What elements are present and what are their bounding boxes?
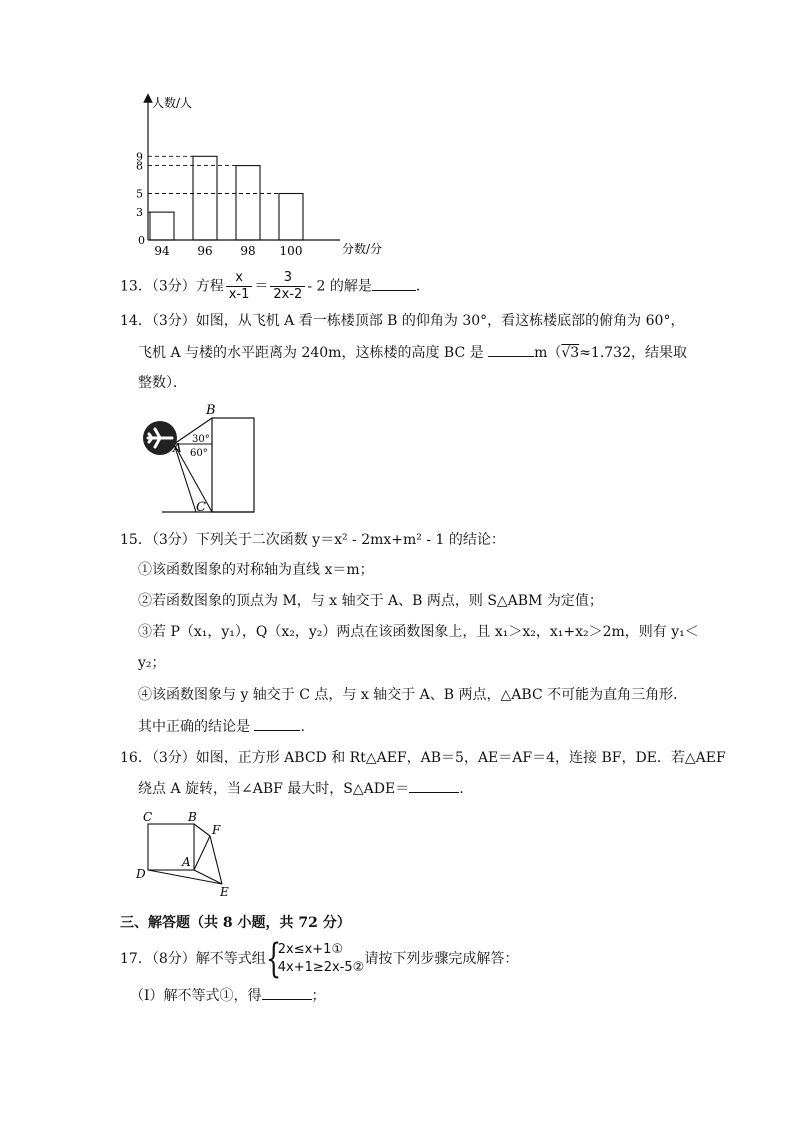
score-histogram xyxy=(130,90,400,265)
y-tick-5: 5 xyxy=(136,187,143,201)
question-13: 13．（3分）方程 $\frac{x}{x-1}$ ＝ $\frac{3}{2x-2}$ - 2 的解是 . xyxy=(120,270,421,302)
q14-answer-blank[interactable] xyxy=(488,342,534,357)
bar-96 xyxy=(193,156,217,240)
question-14-line-3: 整数）． xyxy=(138,375,187,391)
label-F: F xyxy=(212,823,221,837)
bar-100 xyxy=(279,194,303,241)
y-axis-label: 人数/人 xyxy=(152,96,193,110)
question-16-line-2: 绕点 A 旋转，当∠ABF 最大时，S△ADE＝ . xyxy=(138,778,464,799)
line-AF xyxy=(194,836,210,870)
q13-prefix: 13．（3分）方程 xyxy=(120,278,224,295)
q15-item-4: ④该函数图象与 y 轴交于 C 点，与 x 轴交于 A、B 两点，△ABC 不可能为直角三角形． xyxy=(138,687,688,703)
question-15-line-1: 15．（3分）下列关于二次函数 y＝x² - 2mx+m² - 1 的结论： xyxy=(120,532,505,548)
label-C: C xyxy=(196,500,206,515)
q15-answer-blank[interactable] xyxy=(254,716,300,731)
q17-step1-blank[interactable] xyxy=(262,985,312,1000)
label-A: A xyxy=(182,855,191,869)
line-BF xyxy=(194,824,210,836)
q15-conclusion: 其中正确的结论是 . xyxy=(138,716,305,737)
airplane-icon xyxy=(143,421,177,455)
x-tick-94: 94 xyxy=(154,244,170,258)
section-3-title: 三、解答题（共 8 小题，共 72 分） xyxy=(120,915,351,931)
label-B: B xyxy=(206,403,216,418)
q15-item-3: ③若 P（x₁，y₁），Q（x₂，y₂）两点在该函数图象上，且 x₁＞x₂，x₁+x₂＞2m，则有 y₁＜ xyxy=(138,624,699,640)
inequality-system: { 2x≤x+1① 4x+1≥2x-5② xyxy=(265,936,365,982)
y-tick-8: 8 xyxy=(136,159,143,173)
q15-item-3-cont: y₂； xyxy=(138,655,166,671)
q15-item-1: ①该函数图象的对称轴为直线 x＝m； xyxy=(138,562,374,578)
y-tick-9: 9 xyxy=(136,150,143,164)
building xyxy=(212,418,254,512)
question-17: 17．（8分）解不等式组 { 2x≤x+1① 4x+1≥2x-5② 请按下列步骤完成解答： xyxy=(120,936,519,982)
label-A: A xyxy=(173,441,182,455)
q16-figure xyxy=(134,808,244,900)
line-DE xyxy=(148,870,222,884)
bar-98 xyxy=(236,166,260,240)
q16-answer-blank[interactable] xyxy=(409,778,459,793)
angle-60: 60° xyxy=(190,448,208,459)
label-E: E xyxy=(220,885,229,899)
question-16-line-1: 16．（3分）如图，正方形 ABCD 和 Rt△AEF，AB＝5，AE＝AF＝4，连接 BF，DE．若△AEF xyxy=(120,750,726,766)
q13-equals: ＝ xyxy=(254,278,269,295)
x-tick-96: 96 xyxy=(197,244,213,258)
chart-marks xyxy=(136,150,303,258)
q13-suffix: - 2 的解是 xyxy=(307,278,372,295)
sqrt-3: √3 xyxy=(561,345,580,361)
bar-94 xyxy=(150,212,174,240)
q13-answer-blank[interactable] xyxy=(372,276,416,291)
label-D: D xyxy=(136,867,146,881)
q15-item-2: ②若函数图象的顶点为 M，与 x 轴交于 A、B 两点，则 S△ABM 为定值； xyxy=(138,593,603,609)
q13-fraction-2: $\frac{3}{2x-2}$ xyxy=(270,270,305,303)
q14-figure xyxy=(140,402,270,517)
label-B: B xyxy=(188,810,197,824)
x-axis-label: 分数/分 xyxy=(342,242,383,256)
question-14-line-2: 飞机 A 与楼的水平距离为 240m，这栋楼的高度 BC 是 m（√3≈1.732，结果取 xyxy=(138,342,687,363)
angle-30: 30° xyxy=(192,434,210,445)
question-14-line-1: 14．（3分）如图，从飞机 A 看一栋楼顶部 B 的仰角为 30°，看这栋楼底部的俯角为 60°， xyxy=(120,313,685,329)
q13-fraction-1: $\frac{x}{x-1}$ xyxy=(226,270,253,303)
y-tick-3: 3 xyxy=(136,206,143,220)
x-tick-98: 98 xyxy=(240,244,256,258)
x-tick-100: 100 xyxy=(279,244,303,258)
q17-step-1: （Ⅰ）解不等式①，得 ； xyxy=(130,985,326,1006)
label-C: C xyxy=(143,810,153,824)
line-FE xyxy=(210,836,222,884)
origin-label: 0 xyxy=(138,234,145,247)
